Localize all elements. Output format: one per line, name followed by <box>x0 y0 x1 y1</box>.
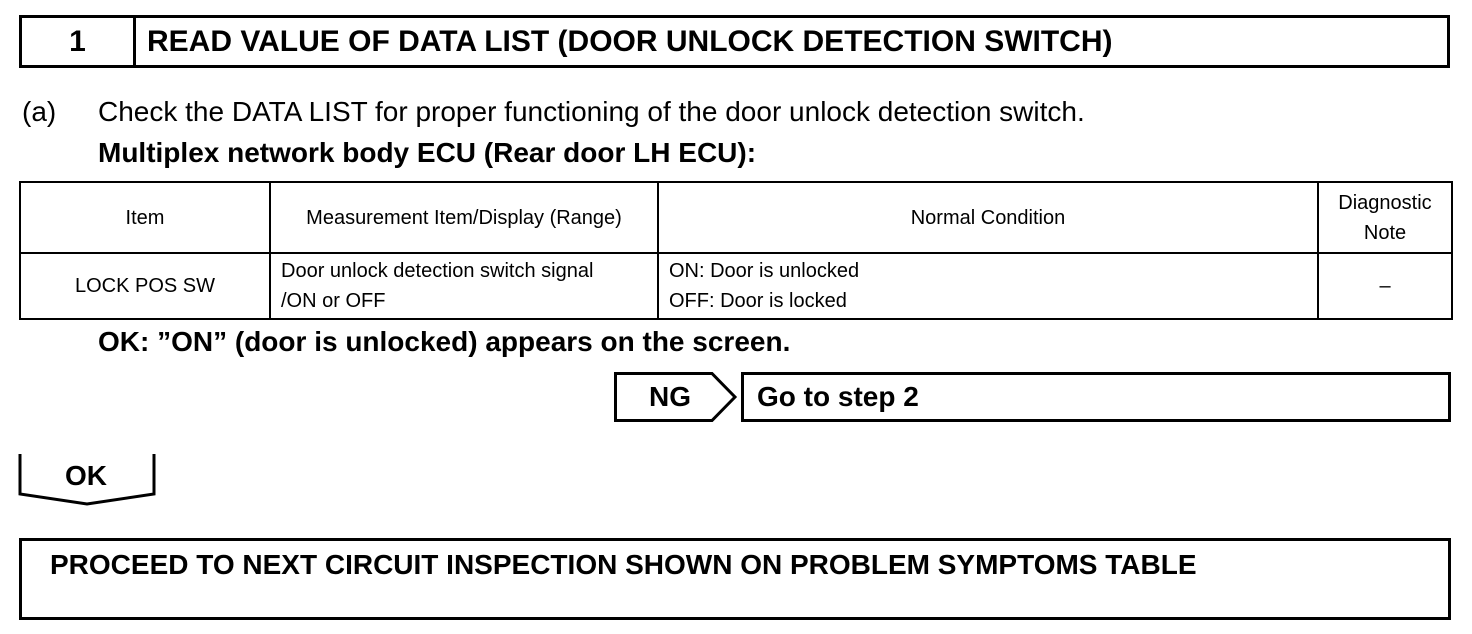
step-number: 1 <box>22 18 136 65</box>
ok-criteria: OK: ”ON” (door is unlocked) appears on the screen. <box>98 326 791 357</box>
step-header <box>19 15 1450 68</box>
table-header-row <box>20 182 1452 253</box>
cell-measurement <box>270 253 658 319</box>
header-diag-line1: Diagnostic <box>1338 191 1432 214</box>
data-list-table <box>19 181 1453 320</box>
ng-target-box: Go to step 2 <box>741 372 1451 422</box>
step-title: READ VALUE OF DATA LIST (DOOR UNLOCK DETECTION SWITCH) <box>147 24 1113 58</box>
cell-item: LOCK POS SW <box>20 253 270 319</box>
proceed-box: PROCEED TO NEXT CIRCUIT INSPECTION SHOWN ON PROBLEM SYMPTOMS TABLE <box>19 538 1451 620</box>
cell-measurement-line2: /ON or OFF <box>281 290 386 312</box>
cell-diagnostic-note: – <box>1318 253 1452 319</box>
cell-measurement-line1: Door unlock detection switch signal <box>281 260 594 282</box>
cell-normal-condition <box>658 253 1318 319</box>
instruction-label: (a) <box>22 96 57 127</box>
header-diag-line2: Note <box>1363 221 1407 244</box>
cell-normal-line2: OFF: Door is locked <box>669 290 847 312</box>
cell-normal-line1: ON: Door is unlocked <box>669 260 860 282</box>
ng-label: NG <box>649 381 691 412</box>
ok-label: OK <box>65 460 107 491</box>
instruction-text: Check the DATA LIST for proper functioning of the door unlock detection switch. <box>98 96 1085 127</box>
header-item: Item <box>20 182 270 253</box>
ecu-title: Multiplex network body ECU (Rear door LH ECU): <box>98 137 757 168</box>
header-diagnostic-note <box>1318 182 1452 253</box>
header-measurement: Measurement Item/Display (Range) <box>270 182 658 253</box>
header-normal-condition: Normal Condition <box>658 182 1318 253</box>
table-row <box>20 253 1452 319</box>
